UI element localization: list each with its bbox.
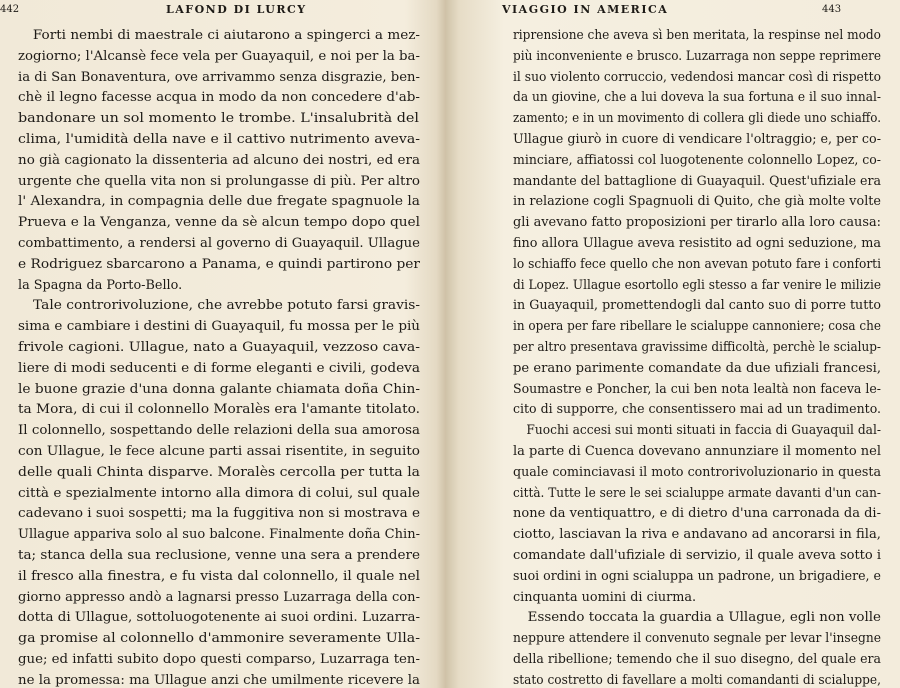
text-line-content: clima, l'umidità della nave e il cattivo nutrimento aveva- xyxy=(18,132,420,147)
text-line-content: il suo violento corruccio, vedendosi mancar così di rispetto xyxy=(513,69,881,85)
text-line xyxy=(513,212,881,234)
text-line-content: dotta di Ullague, sottoluogotenente ai suoi ordini. Luzarra- xyxy=(18,610,420,626)
text-line xyxy=(513,275,900,297)
text-line xyxy=(18,566,420,588)
text-line-content: bandonare un sol momento le trombe. L'insalubrità del xyxy=(18,111,419,127)
text-line-content: lo schiaffo fece quello che non avevan potuto fare i conforti xyxy=(513,256,881,272)
text-line-content: cinquanta uomini di ciurma. xyxy=(513,589,697,605)
text-line-content: Fuochi accesi sui monti situati in faccia di Guayaquil dal- xyxy=(526,423,881,439)
text-line-content: chè il legno facesse acqua in modo da non concedere d'ab- xyxy=(18,90,420,106)
text-line-content: gli avevano fatto proposizioni per tirarlo alla loro causa: xyxy=(513,215,881,231)
text-line-content: e Rodriguez sbarcarono a Panama, e quindi partirono per xyxy=(18,256,421,272)
text-line xyxy=(18,649,420,671)
text-line xyxy=(18,150,420,172)
text-line-content: ia di San Bonaventura, ove arrivammo senza disgrazie, ben- xyxy=(18,69,421,85)
text-line xyxy=(18,25,421,47)
text-line xyxy=(513,171,887,193)
text-line-content: in opera per fare ribellare le scialuppe cannoniere; cosa che xyxy=(513,319,881,335)
text-line-content: Ullague appariva solo al suo balcone. Finalmente doña Chin- xyxy=(18,527,421,543)
text-line-content: giorno appresso andò a lagnarsi presso Luzarraga della con- xyxy=(18,589,420,605)
text-line-content: frivole cagioni. Ullague, nato a Guayaquil, vezzoso cava- xyxy=(18,340,420,355)
text-line xyxy=(513,337,900,359)
text-line-content: delle quali Chinta disparve. Moralès cercolla per tutta la xyxy=(18,464,420,480)
text-line xyxy=(513,191,881,213)
text-line-content: ta; stanca della sua reclusione, venne una sera a prendere xyxy=(18,548,420,563)
text-line xyxy=(18,358,420,380)
text-line-content: comandate dall'ufiziale di servizio, il quale aveva sotto i xyxy=(513,548,881,563)
text-line-content: urgente che quella vita non si prolungasse di più. Per altro xyxy=(18,173,420,189)
text-line-content: neppure attendere il convenuto segnale per levar l'insegne xyxy=(513,631,881,647)
text-line-content: ciotto, lasciavan la riva e andavano ad ancorarsi in fila, xyxy=(513,527,881,543)
text-line xyxy=(18,108,419,130)
text-line xyxy=(513,483,900,505)
text-line xyxy=(18,524,421,546)
text-line xyxy=(513,524,881,546)
text-line xyxy=(18,587,420,609)
text-line xyxy=(513,399,889,421)
text-line xyxy=(18,483,420,505)
text-line xyxy=(513,607,881,629)
text-line xyxy=(513,295,885,317)
text-line-content: Prueva e la Venganza, venne da sè alcun tempo dopo quel xyxy=(18,215,420,231)
text-line xyxy=(18,628,420,650)
text-line-content: la parte di Cuenca dovevano annunziare il momento nel xyxy=(513,444,881,459)
text-line-content: con Ullague, le fece alcune parti assai risentite, in seguito xyxy=(18,444,420,459)
text-line-content: mandante del battaglione di Guayaquil. Quest'ufiziale era xyxy=(513,173,881,189)
text-line-content: città. Tutte le sere le sei scialuppe armate davanti d'un can- xyxy=(513,485,881,501)
text-line xyxy=(513,87,899,109)
text-line xyxy=(513,545,881,567)
text-line-content: pe erano parimente comandate da due ufiziali francesi, xyxy=(513,360,881,376)
text-line xyxy=(513,25,900,47)
text-line-content: quale cominciavasi il moto controrivoluzionario in questa xyxy=(513,464,881,480)
left-page-header xyxy=(0,2,438,20)
text-line-content: none da ventiquattro, e di dietro d'una carronada da di- xyxy=(513,506,881,522)
text-line-content: fino allora Ullague aveva resistito ad ogni seduzione, ma xyxy=(513,236,881,251)
text-line-content: Ullague giurò in cuore di vendicare l'oltraggio; e, per co- xyxy=(513,132,881,147)
text-line xyxy=(513,628,897,650)
text-line xyxy=(18,254,421,276)
text-line-content: combattimento, a rendersi al governo di Guayaquil. Ullague xyxy=(18,236,420,251)
text-line xyxy=(513,670,900,688)
text-line-content: suoi ordini in ogni scialuppa un padrone, un brigadiere, e xyxy=(513,568,881,584)
text-line-content: ne la promessa: ma Ullague anzi che umilmente ricevere la xyxy=(18,672,420,688)
text-line xyxy=(18,171,420,193)
text-line xyxy=(513,420,898,442)
text-line xyxy=(513,358,881,380)
text-line-content: ga promise al colonnello d'ammonire severamente Ulla- xyxy=(18,631,420,647)
text-line-content: Essendo toccata la guardia a Ullague, egli non volle xyxy=(527,610,881,626)
text-line-content: stato costretto di favellare a molti comandanti di scialuppe, xyxy=(513,672,881,688)
text-line-content: città e spezialmente intorno alla dimora di colui, sul quale xyxy=(18,485,420,501)
text-line xyxy=(18,607,420,629)
text-line xyxy=(513,566,887,588)
text-line-content: Il colonnello, sospettando delle relazioni della sua amorosa xyxy=(18,423,420,439)
text-line xyxy=(513,587,696,609)
text-line xyxy=(18,212,420,234)
text-line xyxy=(513,129,883,151)
text-line-content: no già cagionato la dissenteria ad alcuno dei nostri, ed era xyxy=(18,152,420,168)
text-line xyxy=(18,420,420,442)
running-head: LAFOND DI LURCY xyxy=(166,3,307,16)
text-line-content: il fresco alla finestra, e fu vista dal colonnello, il quale nel xyxy=(18,568,420,584)
text-line xyxy=(513,254,899,276)
text-line-content: ta Mora, di cui il colonnello Moralès era l'amante titolato. xyxy=(18,402,420,418)
text-line-content: per altro presentava gravissime difficoltà, perchè le scialup- xyxy=(513,340,881,355)
text-line-content: della ribellione; temendo che il suo disegno, del quale era xyxy=(513,652,881,667)
text-line-content: riprensione che aveva sì ben meritata, la respinse nel modo xyxy=(513,28,881,43)
text-line xyxy=(18,670,420,688)
text-line-content: la Spagna da Porto-Bello. xyxy=(18,277,183,293)
text-line xyxy=(513,379,889,401)
text-line xyxy=(513,46,900,68)
text-line xyxy=(513,233,881,255)
page-number: 443 xyxy=(822,4,842,15)
text-line-content: da un giovine, che a lui doveva la sua fortuna e il suo innal- xyxy=(513,90,881,106)
text-line xyxy=(18,462,420,484)
text-line-content: cadevano i suoi sospetti; ma la fuggitiva non si mostrava e xyxy=(18,506,420,522)
text-line xyxy=(18,316,420,338)
text-line-content: sima e cambiare i destini di Guayaquil, fu mossa per le più xyxy=(18,319,420,335)
text-line xyxy=(513,150,890,172)
text-line-content: cito di supporre, che consentissero mai ad un tradimento. xyxy=(513,402,881,418)
text-line-content: Tale controrivoluzione, che avrebbe potuto farsi gravis- xyxy=(33,298,420,314)
text-line xyxy=(18,46,420,68)
text-line xyxy=(18,503,420,525)
text-line xyxy=(18,337,420,359)
right-page xyxy=(462,0,900,688)
running-head: VIAGGIO IN AMERICA xyxy=(502,3,669,16)
text-line-content: di Lopez. Ullague esortollo egli stesso a far venire le milizie xyxy=(513,277,881,293)
text-line-content: in Guayaquil, promettendogli dal canto suo di porre tutto xyxy=(513,298,881,314)
left-page xyxy=(0,0,438,688)
text-line xyxy=(18,295,420,317)
text-line xyxy=(513,462,885,484)
text-line xyxy=(18,129,420,151)
text-line xyxy=(18,379,420,401)
right-page-header xyxy=(462,2,900,20)
text-line-content: liere di modi seducenti e di forme eleganti e civili, godeva xyxy=(18,360,420,376)
text-line xyxy=(18,399,420,421)
text-line-content: minciare, affiatossi col luogotenente colonnello Lopez, co- xyxy=(513,152,881,168)
page-number: 442 xyxy=(0,4,20,15)
text-line-content: in relazione cogli Spagnuoli di Quito, che già molte volte xyxy=(513,194,881,210)
text-line xyxy=(513,649,889,671)
text-line xyxy=(18,233,420,255)
text-line xyxy=(513,441,881,463)
text-line-content: zogiorno; l'Alcansè fece vela per Guayaquil, e noi per la ba- xyxy=(18,48,420,64)
text-line-content: Forti nembi di maestrale ci aiutarono a spingerci a mez- xyxy=(32,28,421,43)
text-line-content: Soumastre e Poncher, la cui ben nota lealtà non faceva le- xyxy=(513,381,881,397)
text-line xyxy=(513,316,900,338)
text-line-content: gue; ed infatti subito dopo questi comparso, Luzarraga ten- xyxy=(18,652,420,667)
text-line xyxy=(513,108,900,130)
text-line-content: l' Alexandra, in compagnia delle due fregate spagnuole la xyxy=(18,194,421,210)
text-line xyxy=(18,67,421,89)
text-line-content: zamento; e in un movimento di collera gli diede uno schiaffo. xyxy=(513,111,881,127)
text-line-content: le buone grazie d'una donna galante chiamata doña Chin- xyxy=(18,381,420,397)
text-line xyxy=(18,87,420,109)
text-line xyxy=(513,503,881,525)
text-line-content: più inconveniente e brusco. Luzarraga non seppe reprimere xyxy=(513,48,881,64)
text-line xyxy=(18,191,421,213)
text-line xyxy=(18,545,420,567)
text-line xyxy=(513,67,896,89)
text-line xyxy=(18,275,182,297)
text-line xyxy=(18,441,420,463)
